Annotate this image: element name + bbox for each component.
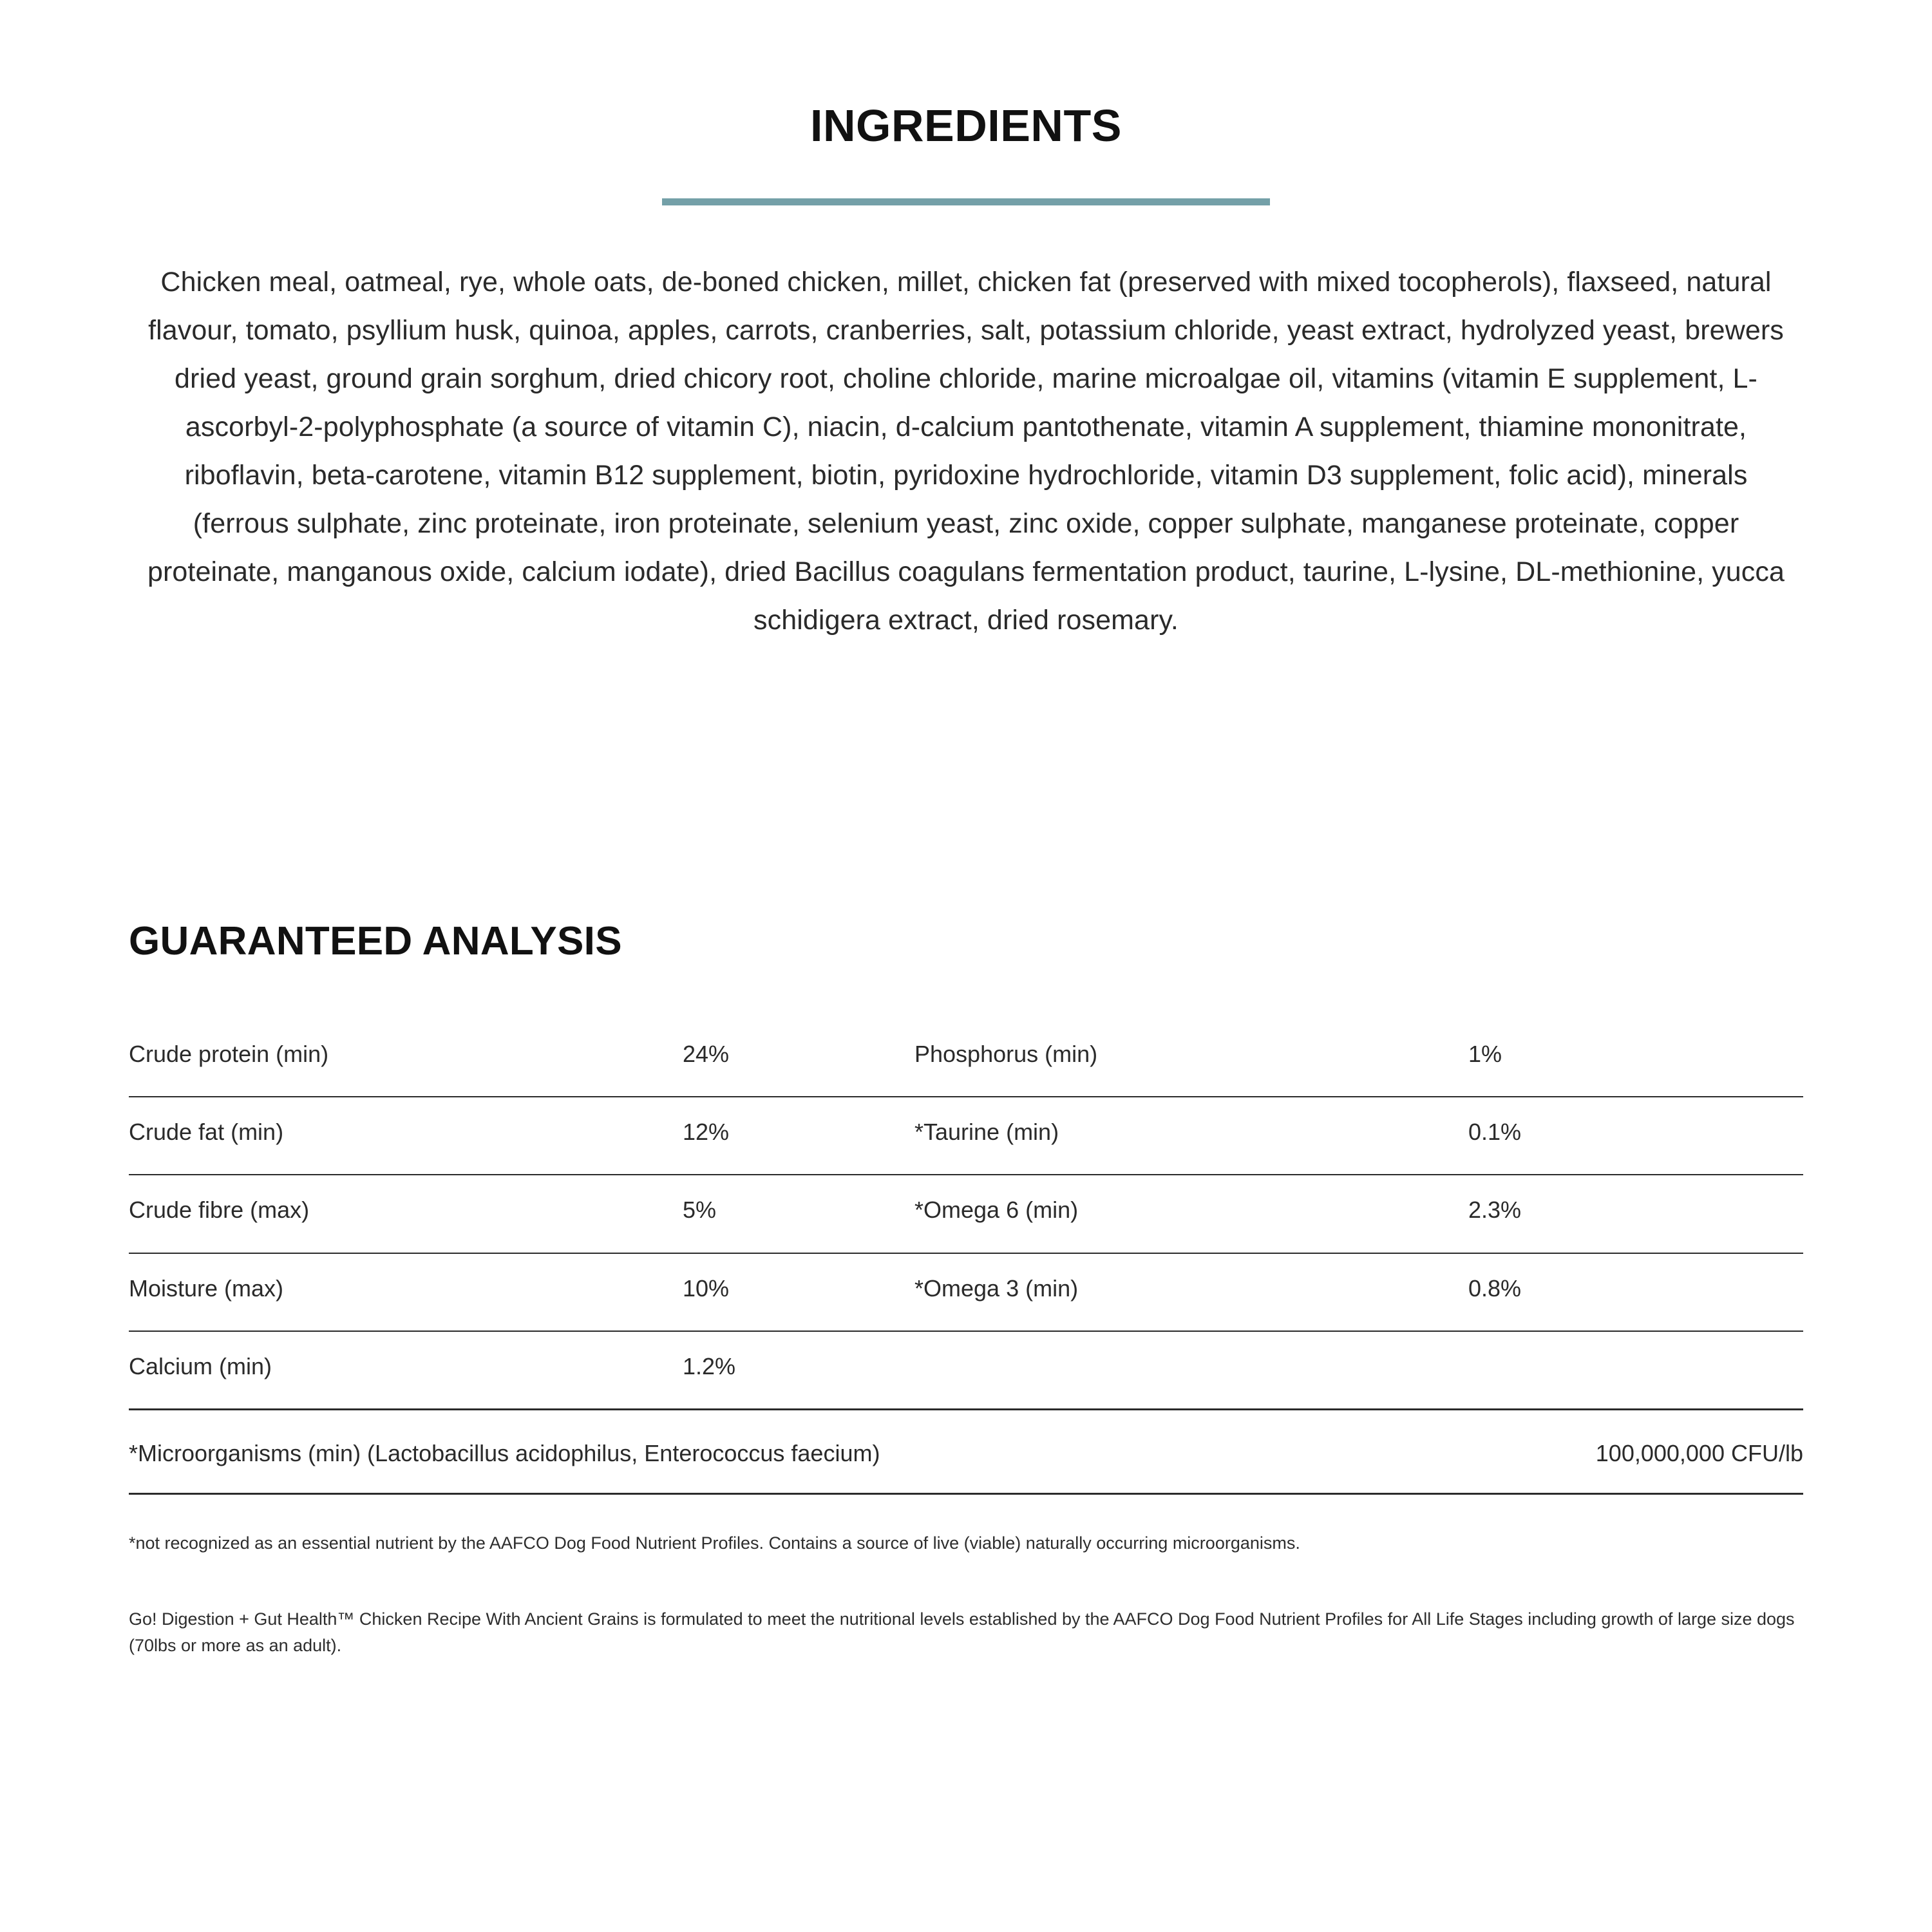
nutrient-value [1468,1331,1803,1410]
table-row [129,1032,1803,1097]
aafco-nutritional-adequacy-statement: Go! Digestion + Gut Health™ Chicken Recipe With Ancient Grains is formulated to meet the nutritional levels established by the AAFCO Dog Food Nutrient Profiles for All Life Stages including growth of large size dogs (70lbs or more as an adult). [129,1609,1795,1655]
table-row [129,1331,1803,1410]
ingredients-section [129,0,1803,645]
title-divider-rule [662,198,1270,205]
nutrient-label: *Omega 3 (min) [914,1253,1468,1331]
nutrient-value: 12% [683,1097,914,1175]
nutrient-label: *Omega 6 (min) [914,1175,1468,1253]
microorganisms-value: 100,000,000 CFU/lb [1468,1409,1803,1493]
table-row [129,1253,1803,1331]
table-row [129,1175,1803,1253]
asterisk-footnote: *not recognized as an essential nutrient by the AAFCO Dog Food Nutrient Profiles. Contains a source of live (viable) naturally occurring microorganisms. [129,1533,1300,1553]
nutrient-label [914,1331,1468,1410]
nutrient-value: 1.2% [683,1352,736,1379]
nutrient-value: 1% [1468,1032,1803,1097]
nutrient-value: 2.3% [1468,1175,1803,1253]
nutrient-label: *Taurine (min) [914,1097,1468,1175]
nutrient-value: 24% [683,1032,914,1097]
table-row [129,1097,1803,1175]
guaranteed-analysis-heading: GUARANTEED ANALYSIS [129,919,622,963]
nutrient-label: Calcium (min) [129,1352,272,1379]
microorganisms-label: *Microorganisms (min) (Lactobacillus acidophilus, Enterococcus faecium) [129,1409,1468,1493]
nutrient-value: 0.1% [1468,1097,1803,1175]
nutrient-label: Phosphorus (min) [914,1032,1468,1097]
guaranteed-analysis-section [129,919,1803,1658]
ingredients-heading: INGREDIENTS [810,100,1122,151]
ingredients-list-text: Chicken meal, oatmeal, rye, whole oats, de-boned chicken, millet, chicken fat (preserved with mixed tocopherols), flaxseed, natural flavour, tomato, psyllium husk, quinoa, apples, carrots, cranberries, salt, potassium chloride, yeast extract, hydrolyzed yeast, brewers dried yeast, ground grain sorghum, dried chicory root, choline chloride, marine microalgae oil, vitamins (vitamin E supplement, L-ascorbyl-2-polyphosphate (a source of vitamin C), niacin, d-calcium pantothenate, vitamin A supplement, thiamine mononitrate, riboflavin, beta-carotene, vitamin B12 supplement, biotin, pyridoxine hydrochloride, vitamin D3 supplement, folic acid), minerals (ferrous sulphate, zinc proteinate, iron proteinate, selenium yeast, zinc oxide, copper sulphate, manganese proteinate, copper proteinate, manganous oxide, calcium iodate), dried Bacillus coagulans fermentation product, taurine, L-lysine, DL-methionine, yucca schidigera extract, dried rosemary. [147,267,1785,636]
nutrient-label: Crude protein (min) [129,1032,683,1097]
nutrient-value: 10% [683,1253,914,1331]
nutrient-label: Crude fibre (max) [129,1175,683,1253]
guaranteed-analysis-table [129,1032,1803,1495]
nutrient-label: Crude fat (min) [129,1097,683,1175]
nutrient-value: 0.8% [1468,1253,1803,1331]
guaranteed-analysis-table-body [129,1032,1803,1493]
nutrient-value: 5% [683,1175,914,1253]
microorganisms-row [129,1409,1803,1493]
nutrient-label: Moisture (max) [129,1253,683,1331]
